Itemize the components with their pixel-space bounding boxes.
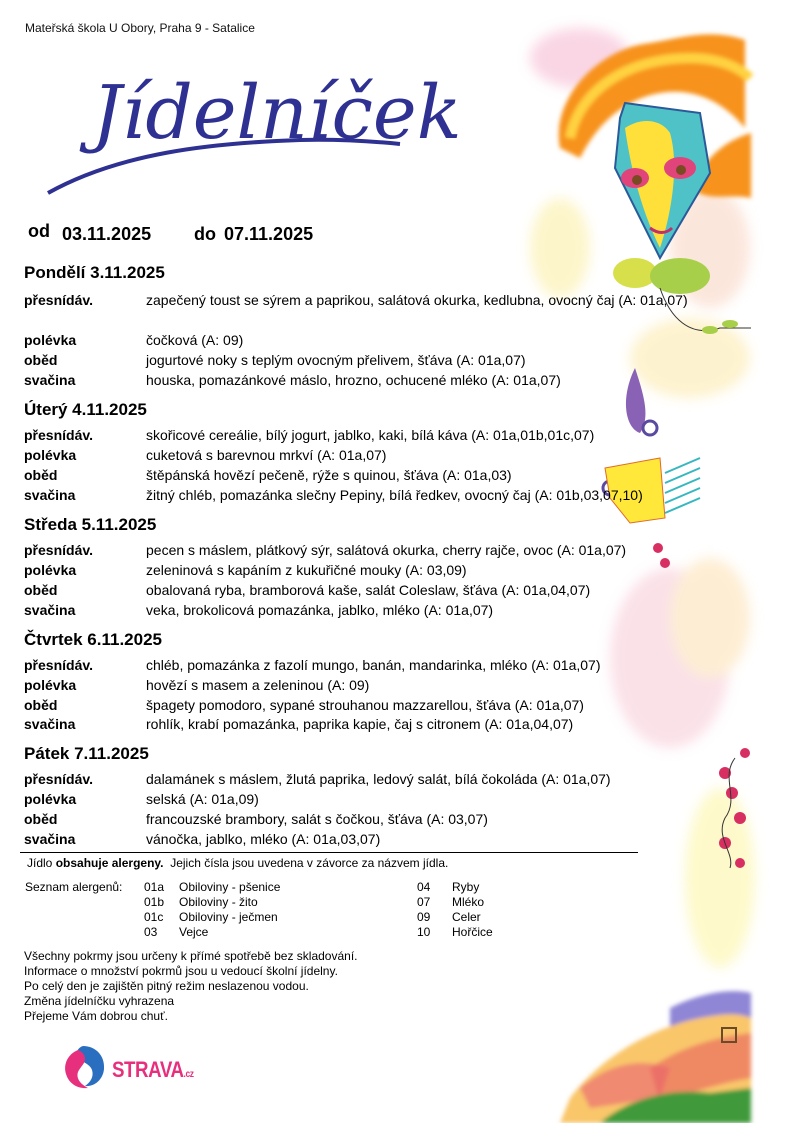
meal-label: přesnídáv. xyxy=(24,657,93,673)
meal-text: veka, brokolicová pomazánka, jablko, mléko (A: 01a,07) xyxy=(146,602,494,618)
meal-text: špagety pomodoro, sypané strouhanou mazzarellou, šťáva (A: 01a,07) xyxy=(146,697,584,713)
meal-text: selská (A: 01a,09) xyxy=(146,791,259,807)
logo-name: STRAVA xyxy=(112,1057,184,1082)
meal-text: štěpánská hovězí pečeně, rýže s quinou, šťáva (A: 01a,03) xyxy=(146,467,512,483)
allergen-list xyxy=(144,880,544,944)
divider xyxy=(20,852,638,853)
meal-text: jogurtové noky s teplým ovocným přelivem, šťáva (A: 01a,07) xyxy=(146,352,526,368)
allergen-code: 01b xyxy=(144,895,165,909)
allergen-name: Obiloviny - pšenice xyxy=(179,880,281,894)
allergen-name: Hořčice xyxy=(452,925,493,939)
meal-text: obalovaná ryba, bramborová kaše, salát Coleslaw, šťáva (A: 01a,04,07) xyxy=(146,582,591,598)
allergen-code: 03 xyxy=(144,925,158,939)
meal-label: polévka xyxy=(24,677,77,693)
meal-text: francouzské brambory, salát s čočkou, šťáva (A: 03,07) xyxy=(146,811,488,827)
meal-label: polévka xyxy=(24,447,77,463)
strava-logo-icon xyxy=(58,1042,108,1092)
logo-suffix: .cz xyxy=(183,1069,194,1080)
day-title: Pátek 7.11.2025 xyxy=(24,744,149,763)
meal-text: zeleninová s kapáním z kukuřičné mouky (A: 03,09) xyxy=(146,562,467,578)
meal-label: svačina xyxy=(24,602,76,618)
meal-label: polévka xyxy=(24,562,77,578)
footer-line: Změna jídelníčku vyhrazena xyxy=(24,994,175,1008)
footer-notes xyxy=(24,949,358,1024)
meal-label: svačina xyxy=(24,372,76,388)
allergen-code: 10 xyxy=(417,925,431,939)
allergen-note-prefix: Jídlo xyxy=(27,856,53,870)
day-title: Úterý 4.11.2025 xyxy=(24,400,147,419)
school-name: Mateřská škola U Obory, Praha 9 - Satalice xyxy=(25,21,255,35)
meal-label: přesnídáv. xyxy=(24,542,93,558)
meal-label: oběd xyxy=(24,467,58,483)
allergen-list-label: Seznam alergenů: xyxy=(25,880,123,894)
from-date: 03.11.2025 xyxy=(62,224,152,244)
strava-logo xyxy=(58,1042,208,1092)
to-label: do xyxy=(194,224,216,244)
allergen-code: 04 xyxy=(417,880,431,894)
page-title-logo xyxy=(40,48,462,198)
strava-logo-text xyxy=(112,1057,194,1083)
allergen-note-suffix: Jejich čísla jsou uvedena v závorce za názvem jídla. xyxy=(170,856,449,870)
allergen-code: 09 xyxy=(417,910,431,924)
meal-label: oběd xyxy=(24,697,58,713)
allergen-code: 07 xyxy=(417,895,431,909)
meal-text: vánočka, jablko, mléko (A: 01a,03,07) xyxy=(146,831,381,847)
meal-text: dalamánek s máslem, žlutá paprika, ledový salát, bílá čokoláda (A: 01a,07) xyxy=(146,771,611,787)
allergen-name: Vejce xyxy=(179,925,209,939)
meal-text: skořicové cereálie, bílý jogurt, jablko, kaki, bílá káva (A: 01a,01b,01c,07) xyxy=(146,427,595,443)
allergen-code: 01c xyxy=(144,910,164,924)
day-title: Středa 5.11.2025 xyxy=(24,515,157,534)
meal-label: svačina xyxy=(24,487,76,503)
allergen-note xyxy=(27,856,448,870)
day-title: Pondělí 3.11.2025 xyxy=(24,263,165,282)
allergen-name: Obiloviny - ječmen xyxy=(179,910,278,924)
meal-label: svačina xyxy=(24,831,76,847)
meal-text: pecen s máslem, plátkový sýr, salátová okurka, cherry rajče, ovoc (A: 01a,07) xyxy=(146,542,627,558)
meal-text: žitný chléb, pomazánka slečny Pepiny, bílá ředkev, ovocný čaj (A: 01b,03,07,10) xyxy=(146,487,643,503)
meal-text: čočková (A: 09) xyxy=(146,332,244,348)
footer-line: Po celý den je zajištěn pitný režim neslazenou vodou. xyxy=(24,979,309,993)
from-label: od xyxy=(28,221,50,241)
allergen-name: Obiloviny - žito xyxy=(179,895,258,909)
footer-line: Informace o množství pokrmů jsou u vedoucí školní jídelny. xyxy=(24,964,338,978)
meal-label: přesnídáv. xyxy=(24,292,93,308)
meal-label: polévka xyxy=(24,332,77,348)
meal-text: zapečený toust se sýrem a paprikou, salátová okurka, kedlubna, ovocný čaj (A: 01a,07) xyxy=(146,292,688,308)
meal-text: hovězí s masem a zeleninou (A: 09) xyxy=(146,677,370,693)
meal-label: oběd xyxy=(24,811,58,827)
meal-label: přesnídáv. xyxy=(24,771,93,787)
allergen-name: Celer xyxy=(452,910,481,924)
allergen-note-bold: obsahuje alergeny. xyxy=(55,856,164,870)
meal-text: rohlík, krabí pomazánka, paprika kapie, čaj s citronem (A: 01a,04,07) xyxy=(146,716,574,732)
meal-label: oběd xyxy=(24,352,58,368)
allergen-code: 01a xyxy=(144,880,165,894)
meal-text: chléb, pomazánka z fazolí mungo, banán, mandarinka, mléko (A: 01a,07) xyxy=(146,657,601,673)
meal-label: polévka xyxy=(24,791,77,807)
page-title: Jídelníček xyxy=(92,70,462,156)
footer-line: Všechny pokrmy jsou určeny k přímé spotřebě bez skladování. xyxy=(24,949,358,963)
footer-line: Přejeme Vám dobrou chuť. xyxy=(24,1009,168,1023)
meal-label: svačina xyxy=(24,716,76,732)
meal-label: oběd xyxy=(24,582,58,598)
meal-label: přesnídáv. xyxy=(24,427,93,443)
allergen-name: Mléko xyxy=(452,895,485,909)
meal-text: cuketová s barevnou mrkví (A: 01a,07) xyxy=(146,447,387,463)
meal-text: houska, pomazánkové máslo, hrozno, ochucené mléko (A: 01a,07) xyxy=(146,372,561,388)
allergen-name: Ryby xyxy=(452,880,480,894)
day-title: Čtvrtek 6.11.2025 xyxy=(24,630,162,649)
to-date: 07.11.2025 xyxy=(224,224,314,244)
